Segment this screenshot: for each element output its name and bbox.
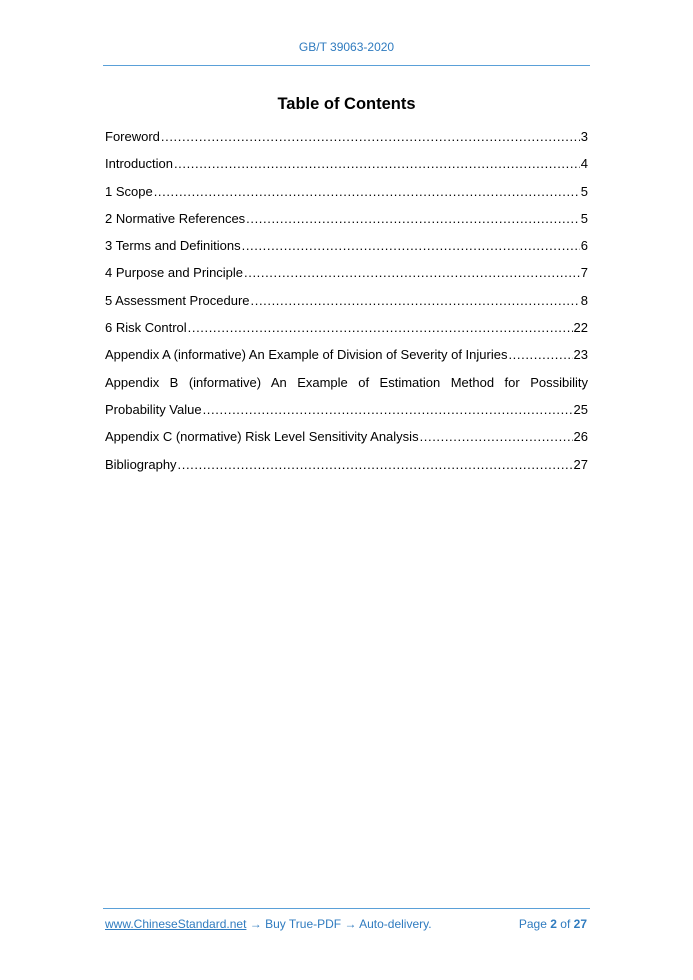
page-of-label: of: [560, 917, 571, 931]
toc-entry-label: Introduction: [105, 156, 173, 172]
toc-entry-label: 4 Purpose and Principle: [105, 265, 244, 281]
toc-entry-appendix-b-line-2[interactable]: [105, 399, 588, 426]
toc-entry-label: Appendix B (informative) An Example of Estimation Method for Possibility: [105, 374, 588, 390]
toc-entry-label: Foreword: [105, 129, 160, 144]
toc-entry-label: 1 Scope: [105, 183, 153, 199]
toc-page-number: 6: [580, 238, 588, 254]
current-page-number: 2: [550, 917, 557, 931]
toc-entry-label: 5 Assessment Procedure: [105, 292, 250, 308]
toc-dot-leader: [246, 208, 580, 230]
table-of-contents: [105, 126, 588, 481]
toc-entry-risk-control[interactable]: [105, 317, 588, 344]
toc-page-number: 27: [573, 456, 588, 472]
toc-entry-introduction[interactable]: [105, 153, 588, 180]
page-label: Page: [518, 917, 547, 931]
footer-divider: [103, 908, 590, 909]
toc-dot-leader: [203, 399, 573, 421]
toc-title: Table of Contents: [277, 95, 416, 113]
toc-entry-foreword[interactable]: [105, 126, 588, 153]
header-divider: [103, 65, 590, 66]
toc-dot-leader: [251, 290, 580, 312]
toc-page-number: 8: [580, 292, 588, 308]
toc-page-number: 5: [580, 183, 588, 199]
toc-entry-label: 3 Terms and Definitions: [105, 238, 241, 254]
toc-entry-purpose-and-principle[interactable]: [105, 262, 588, 289]
document-code-header: GB/T 39063-2020: [298, 40, 395, 54]
toc-page-number: 4: [580, 156, 588, 172]
toc-entry-assessment-procedure[interactable]: [105, 290, 588, 317]
toc-page-number: 5: [580, 210, 588, 226]
toc-entry-label: Bibliography: [105, 456, 177, 472]
toc-entry-label: Probability Value: [105, 401, 202, 417]
toc-entry-label: Appendix A (informative) An Example of Division of Severity of Injuries: [105, 347, 508, 363]
toc-entry-bibliography[interactable]: [105, 454, 588, 481]
toc-page-number: 7: [580, 265, 588, 281]
toc-entry-label: Appendix C (normative) Risk Level Sensitivity Analysis: [105, 429, 419, 445]
website-link[interactable]: www.ChineseStandard.net: [105, 917, 247, 931]
toc-entry-terms-and-definitions[interactable]: [105, 235, 588, 262]
toc-dot-leader: [174, 153, 580, 175]
toc-entry-normative-references[interactable]: [105, 208, 588, 235]
toc-dot-leader: [188, 317, 573, 339]
toc-entry-appendix-a[interactable]: [105, 344, 588, 371]
footer-promo-text: → Buy True-PDF → Auto-delivery.: [246, 917, 432, 931]
toc-entry-appendix-b-line-1[interactable]: [105, 372, 588, 399]
toc-entry-appendix-c[interactable]: [105, 426, 588, 453]
toc-dot-leader: [161, 126, 580, 148]
toc-dot-leader: [154, 181, 580, 203]
total-page-count: 27: [573, 917, 587, 931]
footer-promo: [105, 917, 432, 931]
toc-page-number: 22: [573, 320, 588, 336]
toc-dot-leader: [420, 426, 573, 448]
toc-entry-label: 2 Normative References: [105, 210, 246, 226]
toc-dot-leader: [178, 454, 573, 476]
page-indicator: [519, 917, 587, 931]
toc-dot-leader: [508, 344, 572, 366]
toc-dot-leader: [242, 235, 580, 257]
toc-page-number: 26: [573, 429, 588, 445]
toc-page-number: 25: [573, 401, 588, 417]
toc-entry-label: 6 Risk Control: [105, 320, 187, 336]
toc-dot-leader: [244, 262, 580, 284]
toc-entry-scope[interactable]: [105, 181, 588, 208]
toc-page-number: 3: [580, 129, 588, 144]
toc-page-number: 23: [573, 347, 588, 363]
